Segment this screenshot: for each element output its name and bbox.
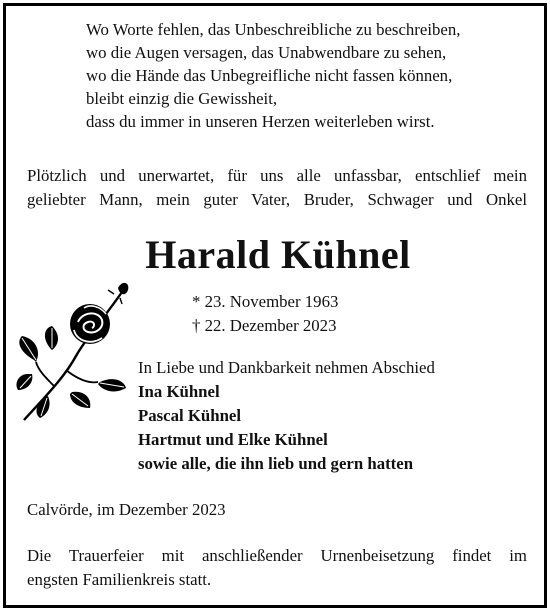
closing-line: engsten Familienkreis statt. bbox=[27, 570, 212, 589]
rose-icon bbox=[14, 278, 134, 426]
farewell-intro: In Liebe und Dankbarkeit nehmen Abschied bbox=[138, 358, 435, 377]
mourner-name: Pascal Kühnel bbox=[138, 406, 242, 425]
mourner-name: Ina Kühnel bbox=[138, 382, 220, 401]
intro-line: geliebter Mann, mein guter Vater, Bruder, Schwager und Onkel bbox=[27, 189, 527, 209]
birth-date: * 23. November 1963 bbox=[192, 292, 339, 311]
mourner-name: sowie alle, die ihn lieb und gern hatten bbox=[138, 454, 414, 473]
intro-text bbox=[27, 164, 527, 211]
poem-line: bleibt einzig die Gewissheit, bbox=[86, 89, 278, 108]
closing-note bbox=[27, 544, 527, 592]
life-dates bbox=[192, 290, 338, 338]
poem-line: Wo Worte fehlen, das Unbeschreibliche zu beschreiben, bbox=[86, 20, 461, 39]
mourner-name: Hartmut und Elke Kühnel bbox=[138, 430, 328, 449]
death-date: † 22. Dezember 2023 bbox=[192, 316, 337, 335]
poem-line: wo die Augen versagen, das Unabwendbare zu sehen, bbox=[86, 43, 447, 62]
poem-line: dass du immer in unseren Herzen weiterleben wirst. bbox=[86, 112, 435, 131]
mourners bbox=[138, 356, 435, 476]
poem bbox=[86, 18, 460, 133]
poem-line: wo die Hände das Unbegreifliche nicht fassen können, bbox=[86, 66, 453, 85]
place-date: Calvörde, im Dezember 2023 bbox=[27, 500, 226, 519]
closing-line: Die Trauerfeier mit anschließender Urnenbeisetzung findet im bbox=[27, 546, 527, 565]
obituary-notice bbox=[3, 3, 547, 608]
intro-line: Plötzlich und unerwartet, für uns alle unfassbar, entschlief mein bbox=[27, 166, 527, 185]
deceased-name: Harald Kühnel bbox=[145, 232, 411, 277]
